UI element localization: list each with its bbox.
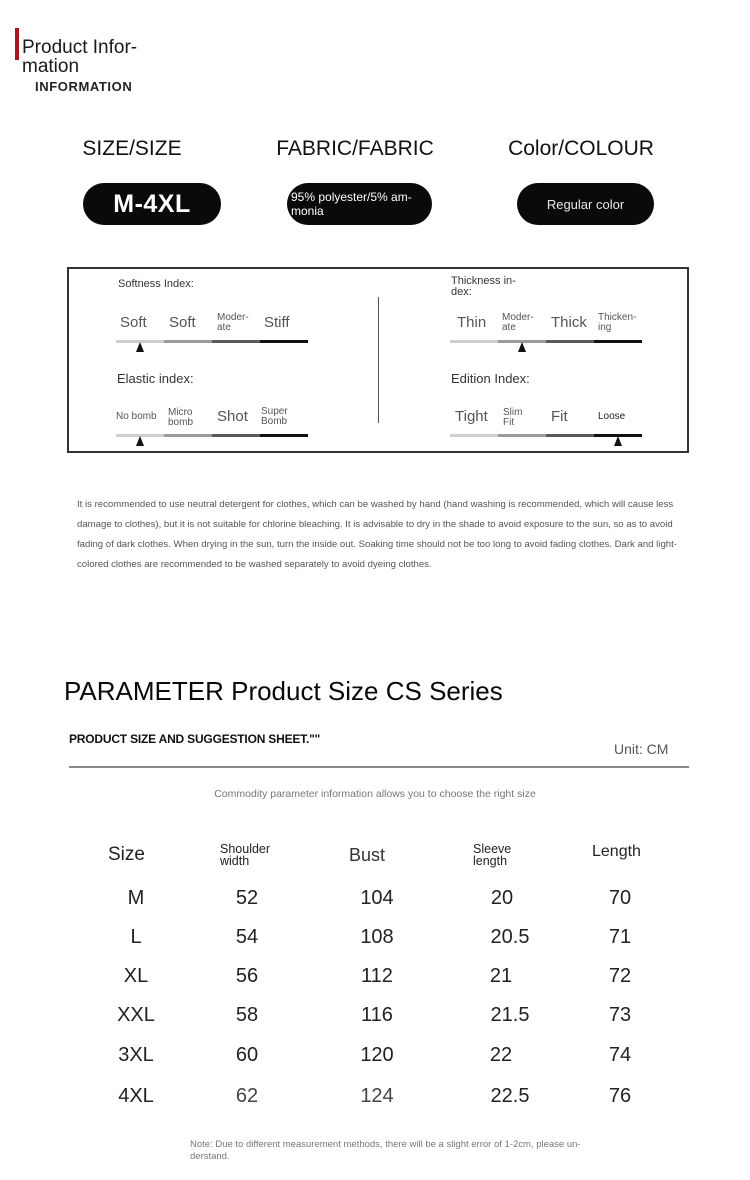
table-header-shoulder: Shoulder width <box>220 842 271 868</box>
edition-scale-seg-2 <box>498 434 546 437</box>
page-title: Product Infor- mation <box>22 37 138 77</box>
thickness-scale-seg-1 <box>450 340 498 343</box>
color-label: Color/COLOUR <box>508 137 654 160</box>
table-cell: 108 <box>360 926 394 948</box>
softness-option-4: Stiff <box>264 314 290 331</box>
fabric-label: FABRIC/FABRIC <box>276 137 434 160</box>
table-row: XL <box>123 965 149 987</box>
table-cell: 70 <box>608 887 632 909</box>
table-cell: 74 <box>608 1044 632 1066</box>
edition-option-1: Tight <box>455 408 488 425</box>
edition-option-4: Loose <box>598 411 626 422</box>
table-cell: 116 <box>361 1004 393 1026</box>
size-sheet-heading: PRODUCT SIZE AND SUGGESTION SHEET."" <box>69 732 321 746</box>
table-row: L <box>130 926 142 948</box>
table-cell: 20.5 <box>490 926 530 948</box>
elastic-scale-seg-3 <box>212 434 260 437</box>
parameter-subtitle: Commodity parameter information allows you to choose the right size <box>214 788 536 800</box>
elastic-index-title: Elastic index: <box>117 371 194 386</box>
thickness-option-4: Thicken- ing <box>598 312 637 333</box>
parameter-title: PARAMETER Product Size CS Series <box>64 676 503 706</box>
elastic-option-2: Micro bomb <box>168 407 194 428</box>
table-cell: 76 <box>608 1085 632 1107</box>
edition-option-2: Slim Fit <box>503 407 523 428</box>
table-cell: 73 <box>608 1004 632 1026</box>
page-subtitle: INFORMATION <box>35 79 133 94</box>
elastic-scale-seg-4 <box>260 434 308 437</box>
softness-option-1: Soft <box>120 314 147 331</box>
edition-option-3: Fit <box>551 408 568 425</box>
table-cell: 56 <box>235 965 259 987</box>
edition-scale-seg-1 <box>450 434 498 437</box>
table-cell: 52 <box>235 887 259 909</box>
unit-label: Unit: CM <box>614 741 669 757</box>
elastic-option-4: Super Bomb <box>261 406 288 427</box>
table-row: M <box>127 887 145 909</box>
table-header-sleeve: Sleeve length <box>473 842 512 868</box>
color-value-pill: Regular color <box>517 183 654 225</box>
size-label: SIZE/SIZE <box>82 137 182 160</box>
table-cell: 71 <box>608 926 632 948</box>
edition-scale-seg-3 <box>546 434 594 437</box>
softness-selected-marker <box>136 342 144 352</box>
table-cell: 112 <box>361 965 393 987</box>
thickness-selected-marker <box>518 342 526 352</box>
table-cell: 124 <box>360 1085 394 1107</box>
thickness-scale-seg-4 <box>594 340 642 343</box>
elastic-option-3: Shot <box>217 408 248 425</box>
measurement-note: Note: Due to different measurement methods, there will be a slight error of 1-2cm, please un- derstand. <box>190 1139 581 1162</box>
panel-divider <box>378 297 379 423</box>
header-accent-bar <box>15 28 19 60</box>
thickness-scale-seg-3 <box>546 340 594 343</box>
thickness-option-1: Thin <box>457 314 487 331</box>
table-cell: 54 <box>235 926 259 948</box>
section-rule <box>69 766 689 768</box>
softness-scale-seg-2 <box>164 340 212 343</box>
fabric-value-pill: 95% polyester/5% am- monia <box>287 183 432 225</box>
elastic-selected-marker <box>136 436 144 446</box>
table-cell: 72 <box>608 965 632 987</box>
edition-selected-marker <box>614 436 622 446</box>
size-value-pill: M-4XL <box>83 183 221 225</box>
table-cell: 21 <box>489 965 513 987</box>
edition-index-title: Edition Index: <box>451 371 530 386</box>
softness-option-2: Soft <box>169 314 196 331</box>
table-cell: 104 <box>360 887 394 909</box>
elastic-option-1: No bomb <box>116 411 157 422</box>
care-instructions: It is recommended to use neutral detergent for clothes, which can be washed by hand (hand washing is recommended, which will cause less damage to clothes), but it is not suitable for chlorine bleaching. It is advisable to dry in the shade to avoid exposure to the sun, so as to avoid fading of dark clothes. When drying in the sun, turn the inside out. Soaking time should not be too long to avoid fading clothes. Dark and light-colored clothes are recommended to be washed separately to avoid dyeing clothes. <box>77 499 677 570</box>
thickness-option-3: Thick <box>551 314 587 331</box>
table-row: XXL <box>117 1004 155 1026</box>
table-row: 3XL <box>118 1044 154 1066</box>
table-cell: 21.5 <box>490 1004 530 1026</box>
thickness-index-title: Thickness in- dex: <box>451 275 516 298</box>
softness-scale-seg-3 <box>212 340 260 343</box>
table-cell: 22.5 <box>490 1085 530 1107</box>
table-cell: 22 <box>489 1044 513 1066</box>
thickness-option-2: Moder- ate <box>502 312 534 333</box>
softness-scale-seg-4 <box>260 340 308 343</box>
softness-option-3: Moder- ate <box>217 312 249 333</box>
elastic-scale-seg-2 <box>164 434 212 437</box>
softness-index-title: Softness Index: <box>118 278 194 290</box>
table-header-size: Size <box>108 844 145 865</box>
table-cell: 60 <box>235 1044 259 1066</box>
table-cell: 120 <box>360 1044 394 1066</box>
table-cell: 58 <box>235 1004 259 1026</box>
table-header-length: Length <box>592 843 641 860</box>
table-cell: 62 <box>235 1085 259 1107</box>
table-cell: 20 <box>490 887 514 909</box>
table-header-bust: Bust <box>349 845 386 865</box>
table-row: 4XL <box>118 1085 154 1107</box>
